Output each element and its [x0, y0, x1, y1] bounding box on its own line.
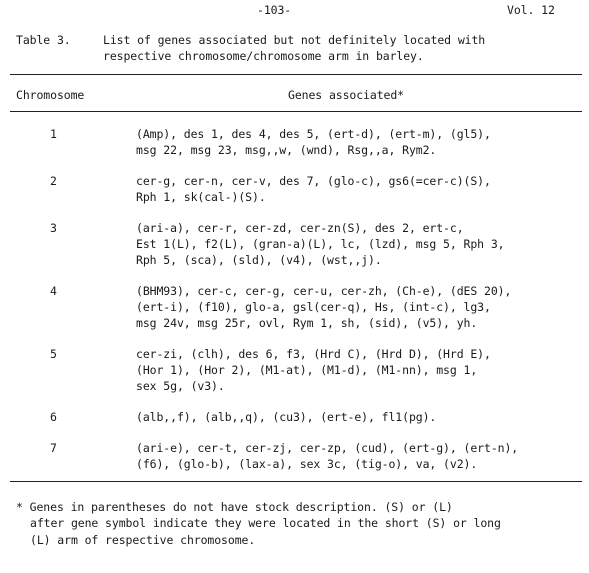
gene-list-line: (ari-e), cer-t, cer-zj, cer-zp, (cud), (ert-g), (ert-n),	[136, 441, 519, 455]
footnote-line-2: after gene symbol indicate they were located in the short (S) or long	[30, 516, 501, 530]
footnote-line-1: * Genes in parentheses do not have stock description. (S) or (L)	[16, 500, 453, 514]
table-header-rule	[10, 111, 582, 112]
chromosome-number: 4	[50, 284, 57, 298]
gene-list-line: cer-g, cer-n, cer-v, des 7, (glo-c), gs6(=cer-c)(S),	[136, 174, 491, 188]
gene-list-line: (alb,,f), (alb,,q), (cu3), (ert-e), fl1(pg).	[136, 410, 437, 424]
gene-list-line: Est 1(L), f2(L), (gran-a)(L), lc, (lzd), msg 5, Rph 3,	[136, 237, 505, 251]
column-header-chromosome: Chromosome	[16, 88, 85, 102]
gene-list-line: msg 24v, msg 25r, ovl, Rym 1, sh, (sid), (v5), yh.	[136, 316, 478, 330]
gene-list-line: Rph 5, (sca), (sld), (v4), (wst,,j).	[136, 253, 382, 267]
volume-label: Vol. 12	[507, 3, 555, 17]
gene-list-line: (f6), (glo-b), (lax-a), sex 3c, (tig-o), va, (v2).	[136, 457, 478, 471]
gene-list-line: (ari-a), cer-r, cer-zd, cer-zn(S), des 2, ert-c,	[136, 221, 464, 235]
caption-line-2: respective chromosome/chromosome arm in barley.	[103, 49, 424, 63]
gene-list-line: sex 5g, (v3).	[136, 379, 225, 393]
chromosome-number: 5	[50, 347, 57, 361]
gene-list-line: (Hor 1), (Hor 2), (M1-at), (M1-d), (M1-nn), msg 1,	[136, 363, 478, 377]
chromosome-number: 2	[50, 174, 57, 188]
chromosome-number: 6	[50, 410, 57, 424]
column-header-genes: Genes associated*	[288, 88, 405, 102]
footnote-line-3: (L) arm of respective chromosome.	[30, 533, 256, 547]
caption-line-1: List of genes associated but not definitely located with	[103, 33, 486, 47]
gene-list-line: (BHM93), cer-c, cer-g, cer-u, cer-zh, (Ch-e), (dES 20),	[136, 284, 512, 298]
caption-label: Table 3.	[16, 33, 71, 47]
page-number: -103-	[257, 3, 292, 17]
chromosome-number: 1	[50, 127, 57, 141]
gene-list-line: msg 22, msg 23, msg,,w, (wnd), Rsg,,a, Rym2.	[136, 143, 437, 157]
chromosome-number: 3	[50, 221, 57, 235]
gene-list-line: Rph 1, sk(cal-)(S).	[136, 190, 266, 204]
gene-list-line: cer-zi, (clh), des 6, f3, (Hrd C), (Hrd D), (Hrd E),	[136, 347, 491, 361]
table-top-rule	[10, 74, 582, 75]
gene-list-line: (ert-i), (f10), glo-a, gsl(cer-q), Hs, (int-c), lg3,	[136, 300, 491, 314]
chromosome-number: 7	[50, 441, 57, 455]
table-bottom-rule	[10, 481, 582, 482]
gene-list-line: (Amp), des 1, des 4, des 5, (ert-d), (ert-m), (gl5),	[136, 127, 491, 141]
